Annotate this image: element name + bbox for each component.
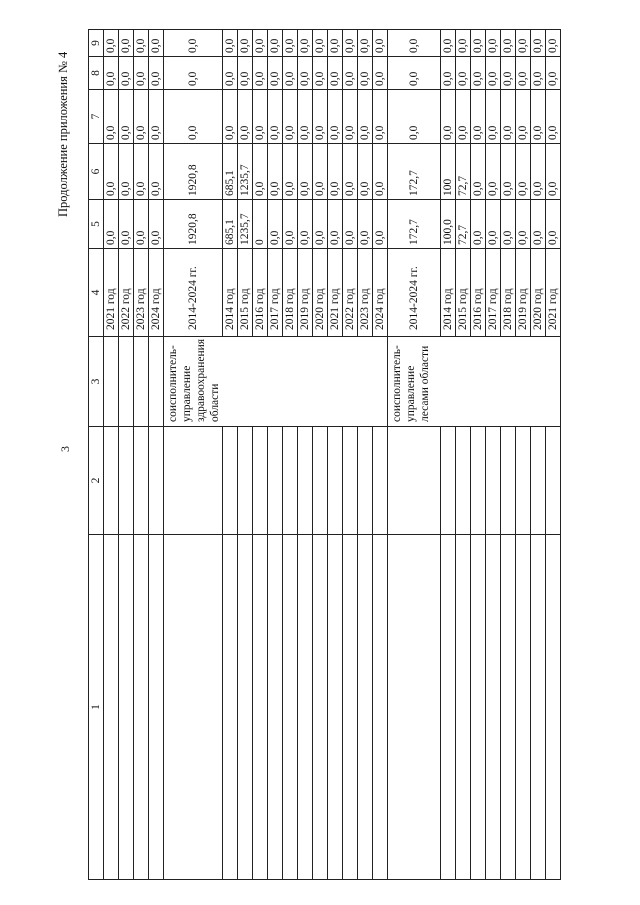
empty-cell [134, 427, 149, 535]
value-cell-5: 0,0 [119, 200, 134, 249]
period-cell: 2018 год [283, 249, 298, 337]
table-row [486, 30, 501, 880]
value-cell-7: 0,0 [441, 90, 456, 144]
empty-cell [149, 535, 164, 880]
value-cell-6: 0,0 [313, 144, 328, 200]
value-cell-9: 0,0 [471, 30, 486, 57]
value-cell-8: 0,0 [546, 57, 561, 90]
value-cell-7: 0,0 [486, 90, 501, 144]
empty-cell [501, 427, 516, 535]
table-row [313, 30, 328, 880]
value-cell-7: 0,0 [471, 90, 486, 144]
table-row [456, 30, 471, 880]
value-cell-8: 0,0 [531, 57, 546, 90]
value-cell-5: 1235,7 [238, 200, 253, 249]
empty-cell [328, 427, 343, 535]
value-cell-7: 0,0 [531, 90, 546, 144]
empty-cell [441, 427, 456, 535]
empty-cell [119, 427, 134, 535]
value-cell-6: 0,0 [516, 144, 531, 200]
value-cell-8: 0,0 [268, 57, 283, 90]
period-cell: 2016 год [253, 249, 268, 337]
period-cell: 2014 год [441, 249, 456, 337]
empty-cell [441, 535, 456, 880]
value-cell-8: 0,0 [373, 57, 388, 90]
value-cell-8: 0,0 [328, 57, 343, 90]
period-cell: 2019 год [298, 249, 313, 337]
value-cell-9: 0,0 [298, 30, 313, 57]
value-cell-6: 0,0 [134, 144, 149, 200]
value-cell-6: 0,0 [471, 144, 486, 200]
value-cell-8: 0,0 [164, 57, 223, 90]
header-row [89, 30, 104, 880]
value-cell-7: 0,0 [283, 90, 298, 144]
value-cell-7: 0,0 [268, 90, 283, 144]
empty-cell [298, 427, 313, 535]
value-cell-9: 0,0 [268, 30, 283, 57]
value-cell-6: 0,0 [358, 144, 373, 200]
empty-cell [343, 427, 358, 535]
value-cell-8: 0,0 [441, 57, 456, 90]
period-cell: 2021 год [546, 249, 561, 337]
value-cell-5: 0,0 [343, 200, 358, 249]
value-cell-8: 0,0 [343, 57, 358, 90]
period-cell: 2014 год [223, 249, 238, 337]
table-row [149, 30, 164, 880]
table-row [268, 30, 283, 880]
value-cell-6: 0,0 [501, 144, 516, 200]
table-row [343, 30, 358, 880]
table-row [546, 30, 561, 880]
empty-cell [298, 535, 313, 880]
value-cell-7: 0,0 [313, 90, 328, 144]
budget-table-body [89, 30, 561, 880]
empty-cell [388, 535, 441, 880]
header-col-7: 7 [89, 90, 104, 144]
value-cell-8: 0,0 [149, 57, 164, 90]
header-col-5: 5 [89, 200, 104, 249]
empty-cell [164, 535, 223, 880]
table-row [358, 30, 373, 880]
value-cell-6: 1920,8 [164, 144, 223, 200]
value-cell-9: 0,0 [456, 30, 471, 57]
header-col-6: 6 [89, 144, 104, 200]
period-cell: 2021 год [104, 249, 119, 337]
value-cell-9: 0,0 [516, 30, 531, 57]
value-cell-7: 0,0 [501, 90, 516, 144]
value-cell-9: 0,0 [388, 30, 441, 57]
empty-cell [531, 427, 546, 535]
table-row [471, 30, 486, 880]
value-cell-5: 0,0 [516, 200, 531, 249]
value-cell-6: 0,0 [486, 144, 501, 200]
empty-cell [104, 535, 119, 880]
value-cell-7: 0,0 [134, 90, 149, 144]
empty-cell [471, 535, 486, 880]
empty-cell [253, 427, 268, 535]
table-row [501, 30, 516, 880]
empty-cell [104, 427, 119, 535]
period-cell: 2017 год [268, 249, 283, 337]
empty-cell [119, 535, 134, 880]
value-cell-5: 0,0 [328, 200, 343, 249]
value-cell-8: 0,0 [298, 57, 313, 90]
empty-cell [373, 427, 388, 535]
header-col-8: 8 [89, 57, 104, 90]
value-cell-9: 0,0 [134, 30, 149, 57]
empty-cell [456, 535, 471, 880]
value-cell-5: 0,0 [268, 200, 283, 249]
value-cell-7: 0,0 [164, 90, 223, 144]
period-cell: 2016 год [471, 249, 486, 337]
table-row [164, 30, 223, 880]
value-cell-7: 0,0 [516, 90, 531, 144]
value-cell-6: 1235,7 [238, 144, 253, 200]
period-cell: 2023 год [358, 249, 373, 337]
empty-cell [531, 535, 546, 880]
value-cell-5: 72,7 [456, 200, 471, 249]
value-cell-5: 0,0 [134, 200, 149, 249]
table-row [223, 30, 238, 880]
value-cell-6: 0,0 [328, 144, 343, 200]
empty-cell [546, 535, 561, 880]
executor-cell: соисполнитель-управление здравоохранения области [164, 337, 388, 427]
table-row [516, 30, 531, 880]
value-cell-6: 0,0 [104, 144, 119, 200]
value-cell-5: 0,0 [283, 200, 298, 249]
appendix-continuation-label: Продолжение приложения № 4 [56, 51, 70, 217]
value-cell-7: 0,0 [223, 90, 238, 144]
empty-cell [313, 427, 328, 535]
period-cell: 2024 год [373, 249, 388, 337]
value-cell-7: 0,0 [149, 90, 164, 144]
value-cell-8: 0,0 [238, 57, 253, 90]
value-cell-7: 0,0 [343, 90, 358, 144]
empty-cell [164, 427, 223, 535]
table-row [104, 30, 119, 880]
table-row [373, 30, 388, 880]
header-col-4: 4 [89, 249, 104, 337]
budget-table [88, 29, 561, 880]
value-cell-5: 0,0 [149, 200, 164, 249]
value-cell-6: 72,7 [456, 144, 471, 200]
period-cell: 2020 год [313, 249, 328, 337]
empty-cell [119, 337, 134, 427]
empty-cell [486, 427, 501, 535]
value-cell-7: 0,0 [456, 90, 471, 144]
value-cell-5: 685,1 [223, 200, 238, 249]
empty-cell [268, 535, 283, 880]
value-cell-7: 0,0 [358, 90, 373, 144]
empty-cell [149, 337, 164, 427]
empty-cell [328, 535, 343, 880]
empty-cell [149, 427, 164, 535]
value-cell-6: 0,0 [283, 144, 298, 200]
value-cell-8: 0,0 [501, 57, 516, 90]
empty-cell [134, 337, 149, 427]
value-cell-9: 0,0 [531, 30, 546, 57]
empty-cell [456, 427, 471, 535]
table-row [283, 30, 298, 880]
empty-cell [283, 535, 298, 880]
value-cell-7: 0,0 [328, 90, 343, 144]
empty-cell [223, 535, 238, 880]
value-cell-8: 0,0 [358, 57, 373, 90]
value-cell-5: 0,0 [298, 200, 313, 249]
table-row [441, 30, 456, 880]
value-cell-7: 0,0 [253, 90, 268, 144]
table-row [119, 30, 134, 880]
period-cell: 2020 год [531, 249, 546, 337]
empty-cell [471, 427, 486, 535]
empty-cell [388, 427, 441, 535]
empty-cell [238, 535, 253, 880]
value-cell-8: 0,0 [471, 57, 486, 90]
value-cell-5: 0,0 [471, 200, 486, 249]
period-cell: 2023 год [134, 249, 149, 337]
period-cell: 2019 год [516, 249, 531, 337]
empty-cell [313, 535, 328, 880]
value-cell-8: 0,0 [119, 57, 134, 90]
table-row [328, 30, 343, 880]
value-cell-9: 0,0 [441, 30, 456, 57]
value-cell-8: 0,0 [104, 57, 119, 90]
empty-cell [373, 535, 388, 880]
value-cell-5: 100,0 [441, 200, 456, 249]
empty-cell [223, 427, 238, 535]
value-cell-9: 0,0 [328, 30, 343, 57]
value-cell-9: 0,0 [238, 30, 253, 57]
value-cell-7: 0,0 [119, 90, 134, 144]
executor-cell: соисполнитель-управление лесами области [388, 337, 561, 427]
value-cell-9: 0,0 [149, 30, 164, 57]
table-row [388, 30, 441, 880]
value-cell-9: 0,0 [104, 30, 119, 57]
value-cell-9: 0,0 [283, 30, 298, 57]
value-cell-8: 0,0 [313, 57, 328, 90]
value-cell-7: 0,0 [104, 90, 119, 144]
value-cell-7: 0,0 [388, 90, 441, 144]
value-cell-9: 0,0 [253, 30, 268, 57]
empty-cell [516, 535, 531, 880]
value-cell-6: 0,0 [149, 144, 164, 200]
value-cell-8: 0,0 [134, 57, 149, 90]
table-row [134, 30, 149, 880]
empty-cell [268, 427, 283, 535]
table-row [253, 30, 268, 880]
value-cell-7: 0,0 [373, 90, 388, 144]
period-cell: 2018 год [501, 249, 516, 337]
value-cell-5: 0,0 [501, 200, 516, 249]
value-cell-5: 0 [253, 200, 268, 249]
value-cell-6: 0,0 [373, 144, 388, 200]
value-cell-9: 0,0 [313, 30, 328, 57]
empty-cell [358, 427, 373, 535]
value-cell-6: 0,0 [546, 144, 561, 200]
empty-cell [253, 535, 268, 880]
value-cell-5: 0,0 [546, 200, 561, 249]
value-cell-5: 0,0 [104, 200, 119, 249]
value-cell-9: 0,0 [119, 30, 134, 57]
value-cell-7: 0,0 [298, 90, 313, 144]
value-cell-9: 0,0 [223, 30, 238, 57]
table-row [298, 30, 313, 880]
period-cell: 2021 год [328, 249, 343, 337]
value-cell-6: 0,0 [531, 144, 546, 200]
period-cell: 2017 год [486, 249, 501, 337]
value-cell-8: 0,0 [456, 57, 471, 90]
value-cell-5: 0,0 [531, 200, 546, 249]
empty-cell [358, 535, 373, 880]
value-cell-7: 0,0 [238, 90, 253, 144]
period-cell: 2014-2024 гг. [164, 249, 223, 337]
value-cell-8: 0,0 [253, 57, 268, 90]
value-cell-5: 0,0 [358, 200, 373, 249]
value-cell-6: 172,7 [388, 144, 441, 200]
empty-cell [134, 535, 149, 880]
value-cell-9: 0,0 [373, 30, 388, 57]
table-row [531, 30, 546, 880]
value-cell-9: 0,0 [486, 30, 501, 57]
period-cell: 2022 год [343, 249, 358, 337]
value-cell-6: 0,0 [343, 144, 358, 200]
period-cell: 2015 год [456, 249, 471, 337]
header-col-1: 1 [89, 535, 104, 880]
period-cell: 2015 год [238, 249, 253, 337]
budget-table-rotated [88, 30, 569, 880]
value-cell-8: 0,0 [388, 57, 441, 90]
header-col-9: 9 [89, 30, 104, 57]
value-cell-6: 0,0 [253, 144, 268, 200]
value-cell-9: 0,0 [546, 30, 561, 57]
value-cell-9: 0,0 [501, 30, 516, 57]
value-cell-9: 0,0 [358, 30, 373, 57]
period-cell: 2022 год [119, 249, 134, 337]
value-cell-7: 0,0 [546, 90, 561, 144]
value-cell-5: 0,0 [313, 200, 328, 249]
period-cell: 2024 год [149, 249, 164, 337]
empty-cell [343, 535, 358, 880]
empty-cell [486, 535, 501, 880]
empty-cell [546, 427, 561, 535]
value-cell-6: 0,0 [298, 144, 313, 200]
value-cell-9: 0,0 [343, 30, 358, 57]
empty-cell [283, 427, 298, 535]
value-cell-8: 0,0 [486, 57, 501, 90]
period-cell: 2014-2024 гг. [388, 249, 441, 337]
value-cell-5: 0,0 [486, 200, 501, 249]
header-col-2: 2 [89, 427, 104, 535]
empty-cell [501, 535, 516, 880]
value-cell-6: 0,0 [119, 144, 134, 200]
value-cell-6: 0,0 [268, 144, 283, 200]
header-col-3: 3 [89, 337, 104, 427]
value-cell-6: 685,1 [223, 144, 238, 200]
empty-cell [104, 337, 119, 427]
empty-cell [516, 427, 531, 535]
value-cell-8: 0,0 [223, 57, 238, 90]
value-cell-8: 0,0 [516, 57, 531, 90]
value-cell-8: 0,0 [283, 57, 298, 90]
value-cell-6: 100 [441, 144, 456, 200]
value-cell-5: 172,7 [388, 200, 441, 249]
empty-cell [238, 427, 253, 535]
value-cell-5: 0,0 [373, 200, 388, 249]
table-row [238, 30, 253, 880]
value-cell-9: 0,0 [164, 30, 223, 57]
page-number: 3 [58, 446, 72, 452]
value-cell-5: 1920,8 [164, 200, 223, 249]
